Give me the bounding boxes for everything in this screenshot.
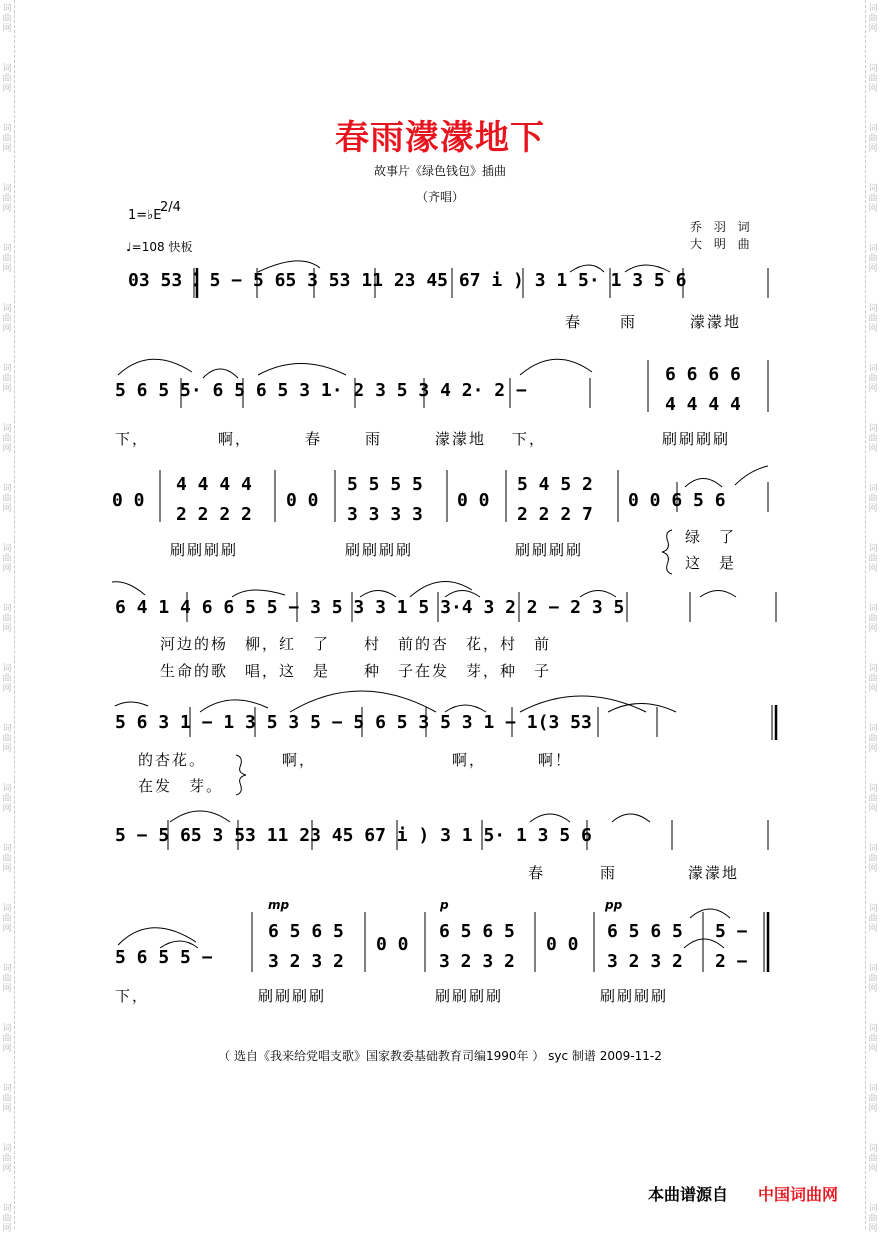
lyric-s5-verse1: 的杏花。 (138, 751, 207, 769)
lyric-s4-verse2: 生命的歌 唱，这 是 种 子在发 芽，种 子 (160, 662, 552, 680)
watermark-text: 词 曲 网 (868, 904, 878, 934)
rest-pair-3: 0 0 6 5 6 (628, 490, 726, 511)
watermark-text: 词 曲 网 (2, 724, 12, 754)
watermark-text: 词 曲 网 (2, 124, 12, 154)
watermark-text: 词 曲 网 (2, 964, 12, 994)
source-site: 中国词曲网 (758, 1185, 839, 1204)
score-system-2 (115, 380, 527, 401)
watermark-text: 词 曲 网 (868, 1084, 878, 1114)
watermark-text: 词 曲 网 (2, 784, 12, 814)
lyric-s7-c: 刷刷刷刷 (435, 987, 504, 1005)
lyric-s2-a: 下， (115, 430, 150, 448)
watermark-text: 词 曲 网 (868, 424, 878, 454)
lyric-s4-verse1: 河边的杨 柳，红 了 村 前的杏 花，村 前 (160, 635, 552, 653)
watermark-text: 词 曲 网 (2, 1204, 12, 1234)
watermark-text: 词 曲 网 (868, 844, 878, 874)
watermark-text: 词 曲 网 (2, 1144, 12, 1174)
notes-system-1: 03 53 ⁚ 5 − 5 65 3 53 11 23 45 67 i ) 3 1 5· 1 3 5 6 (128, 270, 687, 291)
source-label: 本曲谱源自 (648, 1185, 729, 1204)
song-subtitle: 故事片《绿色钱包》插曲 (373, 164, 506, 178)
watermark-text: 词 曲 网 (2, 664, 12, 694)
lyric-s1-b: 雨 (620, 313, 638, 331)
lyric-s6-c: 濛濛地 (688, 864, 740, 882)
lyric-s5-ah-2: 啊， (452, 751, 487, 769)
chord-4444-2222: 4 4 4 4 2 2 2 2 (176, 474, 252, 525)
watermark-text: 词 曲 网 (868, 724, 878, 754)
lyric-s2-c: 春 (305, 430, 323, 448)
score-system-6: 5 − 5 65 3 53 11 23 45 67 i ) 3 1 5· 1 3 5 6 (115, 825, 592, 846)
lyric-s2-b: 啊， (218, 430, 253, 448)
dynamic-pp: pp (605, 898, 623, 912)
score-system-5: 5 6 3 1 − 1 3 5 3 5 − 5 6 5 3 5 3 1 − 1(3 53 (115, 712, 592, 733)
watermark-text: 词 曲 网 (868, 304, 878, 334)
rest-pair-5: 0 0 (546, 934, 579, 955)
watermark-text: 词 曲 网 (2, 304, 12, 334)
watermark-text: 词 曲 网 (2, 604, 12, 634)
dynamic-p: p (440, 898, 449, 912)
chord-6565-3232-b: 6 5 6 5 3 2 3 2 (439, 921, 515, 972)
dynamic-mp: mp (268, 898, 290, 912)
watermark-text: 词 曲 网 (868, 244, 878, 274)
lyric-s2-g: 刷刷刷刷 (662, 430, 731, 448)
lyric-s7-a: 下， (115, 987, 150, 1005)
watermark-text: 词 曲 网 (868, 4, 878, 34)
lyric-s1-a: 春 (565, 313, 583, 331)
watermark-text: 词 曲 网 (868, 544, 878, 574)
lyricist-credit: 乔 羽 词 (690, 220, 754, 234)
source-footnote: （ 选自《我来给党唱支歌》国家教委基础教育司编1990年 ） syc 制谱 2009-11-2 (218, 1049, 662, 1063)
time-signature-text: 2/4 (160, 200, 181, 215)
score-chord-block-1: 6 6 6 6 4 4 4 4 (665, 364, 741, 415)
rest-pair-4: 0 0 (376, 934, 409, 955)
lyric-s3-c: 刷刷刷刷 (515, 541, 584, 559)
lyric-s1-c: 濛濛地 (690, 313, 742, 331)
lyric-s3-b: 刷刷刷刷 (345, 541, 414, 559)
rest-pair-1: 0 0 (286, 490, 319, 511)
watermark-text: 词 曲 网 (2, 64, 12, 94)
watermark-text: 词 曲 网 (2, 244, 12, 274)
key-signature: 1=♭E (128, 208, 162, 223)
lyric-s2-f: 下， (512, 430, 547, 448)
score-system-3: 0 0 (112, 490, 145, 511)
lyric-s6-a: 春 (528, 864, 546, 882)
watermark-text: 词 曲 网 (868, 64, 878, 94)
lyric-s3-verse1: 绿 了 (685, 528, 737, 546)
lyric-s7-d: 刷刷刷刷 (600, 987, 669, 1005)
lyric-s3-verse2: 这 是 (685, 554, 737, 572)
watermark-text: 词 曲 网 (2, 544, 12, 574)
quarter-note-icon: ♩ (126, 240, 132, 254)
composer-credit: 大 明 曲 (690, 237, 754, 251)
watermark-text: 词 曲 网 (2, 424, 12, 454)
chord-5452-2227: 5 4 5 2 2 2 2 7 (517, 474, 593, 525)
watermark-text: 词 曲 网 (868, 184, 878, 214)
notes-system-2: 5 6 5 5· 6 5 6 5 3 1· 2 3 5 3 4 2· 2 − (115, 380, 527, 401)
chord-6565-3232-a: 6 5 6 5 3 2 3 2 (268, 921, 344, 972)
watermark-text: 词 曲 网 (2, 4, 12, 34)
score-system-7: 5 6 5 5 − (115, 947, 213, 968)
lyric-s2-e: 濛濛地 (435, 430, 487, 448)
lyric-s3-a: 刷刷刷刷 (170, 541, 239, 559)
watermark-text: 词 曲 网 (2, 1084, 12, 1114)
watermark-text: 词 曲 网 (868, 484, 878, 514)
watermark-text: 词 曲 网 (2, 844, 12, 874)
watermark-text: 词 曲 网 (2, 184, 12, 214)
rest-pair-2: 0 0 (457, 490, 490, 511)
watermark-text: 词 曲 网 (868, 964, 878, 994)
watermark-text: 词 曲 网 (2, 484, 12, 514)
watermark-text: 词 曲 网 (2, 364, 12, 394)
watermark-text: 词 曲 网 (868, 604, 878, 634)
score-system-4: 6 4 1 4 6 6 5 5 − 3 5 3 3 1 5 3·4 3 2 2 − 2 3 5 (115, 597, 625, 618)
lyric-s5-ah-1: 啊， (282, 751, 317, 769)
lyric-s2-d: 雨 (365, 430, 383, 448)
tempo-text: =108 快板 (131, 240, 193, 254)
lyric-s5-verse2: 在发 芽。 (138, 777, 224, 795)
lyric-s7-b: 刷刷刷刷 (258, 987, 327, 1005)
watermark-text: 词 曲 网 (868, 1144, 878, 1174)
watermark-text: 词 曲 网 (868, 1204, 878, 1234)
watermark-text: 词 曲 网 (868, 664, 878, 694)
final-notes: 5 − 2 − (715, 921, 748, 972)
chord-6565-3232-c: 6 5 6 5 3 2 3 2 (607, 921, 683, 972)
lyric-s6-b: 雨 (600, 864, 618, 882)
song-title: 春雨濛濛地下 (335, 118, 545, 158)
score-system-1 (128, 270, 686, 291)
lyric-s5-ah-3: 啊！ (538, 751, 573, 769)
watermark-text: 词 曲 网 (2, 904, 12, 934)
watermark-text: 词 曲 网 (868, 784, 878, 814)
chord-5555-3333: 5 5 5 5 3 3 3 3 (347, 474, 423, 525)
watermark-text: 词 曲 网 (868, 1024, 878, 1054)
watermark-text: 词 曲 网 (868, 124, 878, 154)
watermark-text: 词 曲 网 (868, 364, 878, 394)
performance-note: （齐唱） (415, 190, 464, 204)
watermark-text: 词 曲 网 (2, 1024, 12, 1054)
